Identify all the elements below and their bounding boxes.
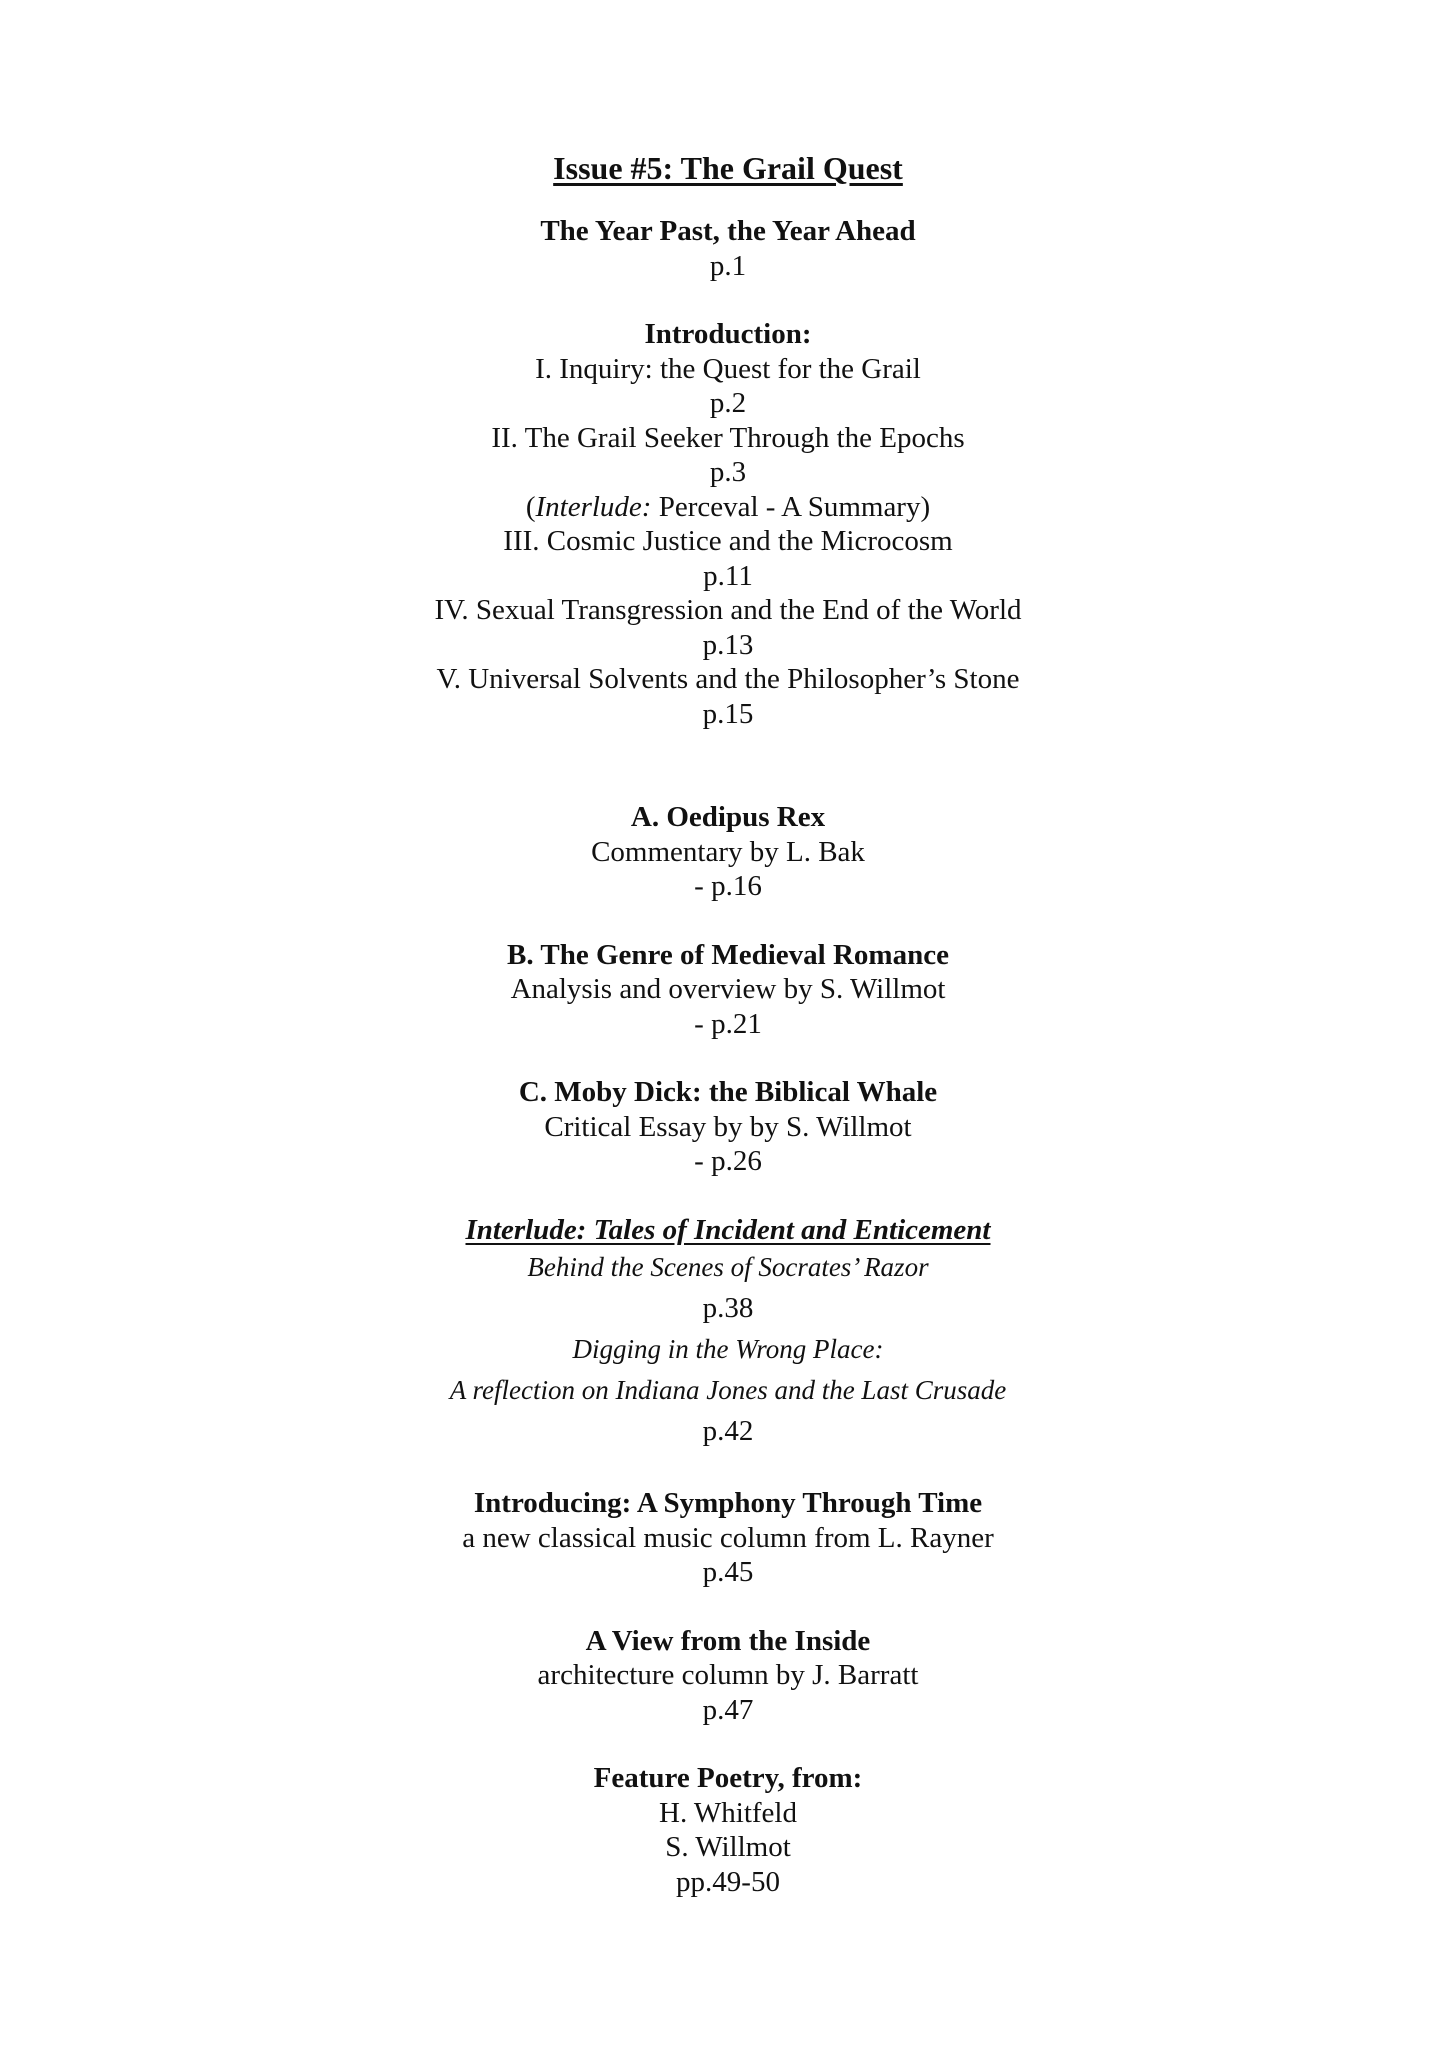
year-heading: The Year Past, the Year Ahead bbox=[540, 215, 916, 247]
section-c-heading: C. Moby Dick: the Biblical Whale bbox=[518, 1076, 938, 1108]
intro-interlude-title: Perceval - A Summary bbox=[658, 490, 921, 523]
intro-item-2-page: p.3 bbox=[709, 456, 747, 488]
section-a-byline: Commentary by L. Bak bbox=[591, 835, 865, 868]
section-b-byline: Analysis and overview by S. Willmot bbox=[510, 973, 946, 1005]
symphony-page: p.45 bbox=[702, 1556, 754, 1588]
interlude-item-1-page: p.38 bbox=[702, 1292, 754, 1324]
section-c-page: - p.26 bbox=[694, 1145, 762, 1177]
poetry-heading: Feature Poetry, from: bbox=[593, 1762, 863, 1794]
section-a-page: - p.16 bbox=[694, 870, 762, 902]
intro-item-4-page: p.13 bbox=[702, 628, 754, 661]
poetry-poet-1: H. Whitfeld bbox=[659, 1796, 797, 1829]
intro-item-3-page: p.11 bbox=[703, 559, 753, 592]
interlude-item-2-title-1: Digging in the Wrong Place: bbox=[572, 1334, 884, 1364]
view-heading: A View from the Inside bbox=[585, 1624, 871, 1657]
intro-item-4-title: IV. Sexual Transgression and the End of the World bbox=[434, 594, 1022, 626]
intro-item-1-page: p.2 bbox=[709, 387, 747, 419]
section-c-byline: Critical Essay by by S. Willmot bbox=[544, 1110, 912, 1143]
symphony-byline: a new classical music column from L. Rayner bbox=[462, 1521, 994, 1554]
intro-interlude-label: Interlude: bbox=[535, 490, 652, 523]
section-a-heading: A. Oedipus Rex bbox=[630, 801, 826, 833]
view-page: p.47 bbox=[702, 1693, 754, 1726]
interlude-item-2-page: p.42 bbox=[702, 1415, 754, 1447]
intro-interlude: (Interlude: Perceval - A Summary) bbox=[525, 490, 931, 523]
section-b-heading: B. The Genre of Medieval Romance bbox=[507, 938, 949, 971]
intro-heading: Introduction: bbox=[644, 318, 812, 350]
symphony-heading: Introducing: A Symphony Through Time bbox=[473, 1487, 983, 1519]
section-b-page: - p.21 bbox=[694, 1007, 762, 1040]
poetry-poet-2: S. Willmot bbox=[665, 1831, 791, 1863]
interlude-item-2-title-2: A reflection on Indiana Jones and the Last Crusade bbox=[449, 1375, 1007, 1405]
view-byline: architecture column by J. Barratt bbox=[537, 1659, 919, 1691]
poetry-page: pp.49-50 bbox=[676, 1865, 780, 1898]
intro-item-2-title: II. The Grail Seeker Through the Epochs bbox=[491, 421, 965, 454]
table-of-contents bbox=[0, 148, 1456, 1899]
intro-item-5-page: p.15 bbox=[702, 697, 754, 730]
issue-title: Issue #5: The Grail Quest bbox=[553, 150, 903, 186]
intro-item-1-title: I. Inquiry: the Quest for the Grail bbox=[535, 352, 921, 385]
intro-item-3-title: III. Cosmic Justice and the Microcosm bbox=[503, 525, 953, 557]
interlude-item-1-title: Behind the Scenes of Socrates’ Razor bbox=[527, 1252, 929, 1282]
interlude-heading: Interlude: Tales of Incident and Enticement bbox=[465, 1213, 991, 1246]
year-page: p.1 bbox=[709, 249, 747, 282]
intro-item-5-title: V. Universal Solvents and the Philosopher’s Stone bbox=[436, 663, 1020, 695]
